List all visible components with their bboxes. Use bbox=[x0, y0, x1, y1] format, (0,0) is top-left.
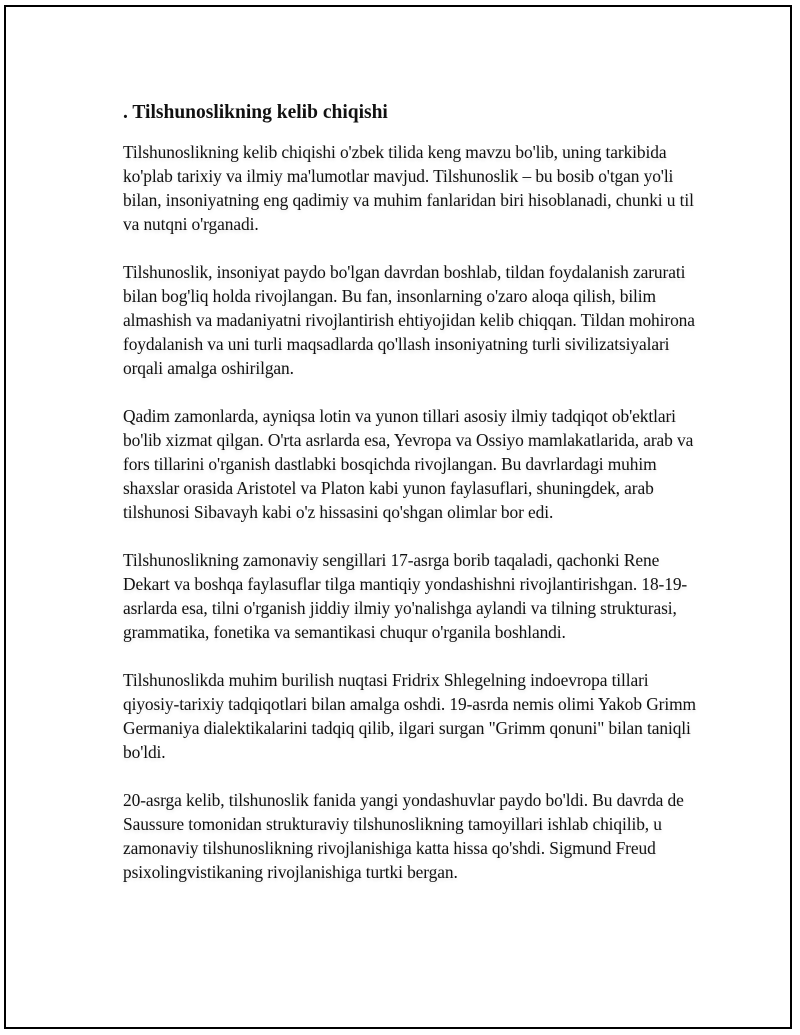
paragraph-6: 20-asrga kelib, tilshunoslik fanida yangi yondashuvlar paydo bo'ldi. Bu davrda de Saussure tomonidan strukturaviy tilshunoslikning tamoyillari ishlab chiqilib, u zamonaviy tilshunoslikning rivojlanishiga katta hissa qo'shdi. Sigmund Freud psixolingvistikaning rivojlanishiga turtki bergan. bbox=[123, 790, 684, 882]
paragraph-5: Tilshunoslikda muhim burilish nuqtasi Fridrix Shlegelning indoevropa tillari qiyosiy-tarixiy tadqiqotlari bilan amalga oshdi. 19-asrda nemis olimi Yakob Grimm Germaniya dialektikalarini tadqiq qilib, ilgari surgan "Grimm qonuni" bilan taniqli bo'ldi. bbox=[123, 670, 696, 762]
document-body bbox=[123, 99, 703, 908]
page-frame bbox=[4, 5, 792, 1029]
document-title: . Tilshunoslikning kelib chiqishi bbox=[123, 102, 388, 123]
paragraph-1: Tilshunoslikning kelib chiqishi o'zbek tilida keng mavzu bo'lib, uning tarkibida ko'plab tarixiy va ilmiy ma'lumotlar mavjud. Tilshunoslik – bu bosib o'tgan yo'li bilan, insoniyatning eng qadimiy va muhim fanlaridan biri hisoblanadi, chunki u til va nutqni o'rganadi. bbox=[123, 142, 694, 234]
paragraph-2: Tilshunoslik, insoniyat paydo bo'lgan davrdan boshlab, tildan foydalanish zarurati bilan bog'liq holda rivojlangan. Bu fan, insonlarning o'zaro aloqa qilish, bilim almashish va madaniyatni rivojlantirish ehtiyojidan kelib chiqqan. Tildan mohirona foydalanish va uni turli maqsadlarda qo'llash insoniyatning turli sivilizatsiyalari orqali amalga oshirilgan. bbox=[123, 262, 695, 378]
paragraph-4: Tilshunoslikning zamonaviy sengillari 17-asrga borib taqaladi, qachonki Rene Dekart va boshqa faylasuflar tilga mantiqiy yondashishni rivojlantirishgan. 18-19-asrlarda esa, tilni o'rganish jiddiy ilmiy yo'nalishga aylandi va tilning strukturasi, grammatika, fonetika va semantikasi chuqur o'rganila boshlandi. bbox=[123, 550, 688, 642]
paragraph-3: Qadim zamonlarda, ayniqsa lotin va yunon tillari asosiy ilmiy tadqiqot ob'ektlari bo'lib xizmat qilgan. O'rta asrlarda esa, Yevropa va Ossiyo mamlakatlarida, arab va fors tillarini o'rganish dastlabki bosqichda rivojlangan. Bu davrlardagi muhim shaxslar orasida Aristotel va Platon kabi yunon faylasuflari, shuningdek, arab tilshunosi Sibavayh kabi o'z hissasini qo'shgan olimlar bor edi. bbox=[123, 406, 694, 522]
